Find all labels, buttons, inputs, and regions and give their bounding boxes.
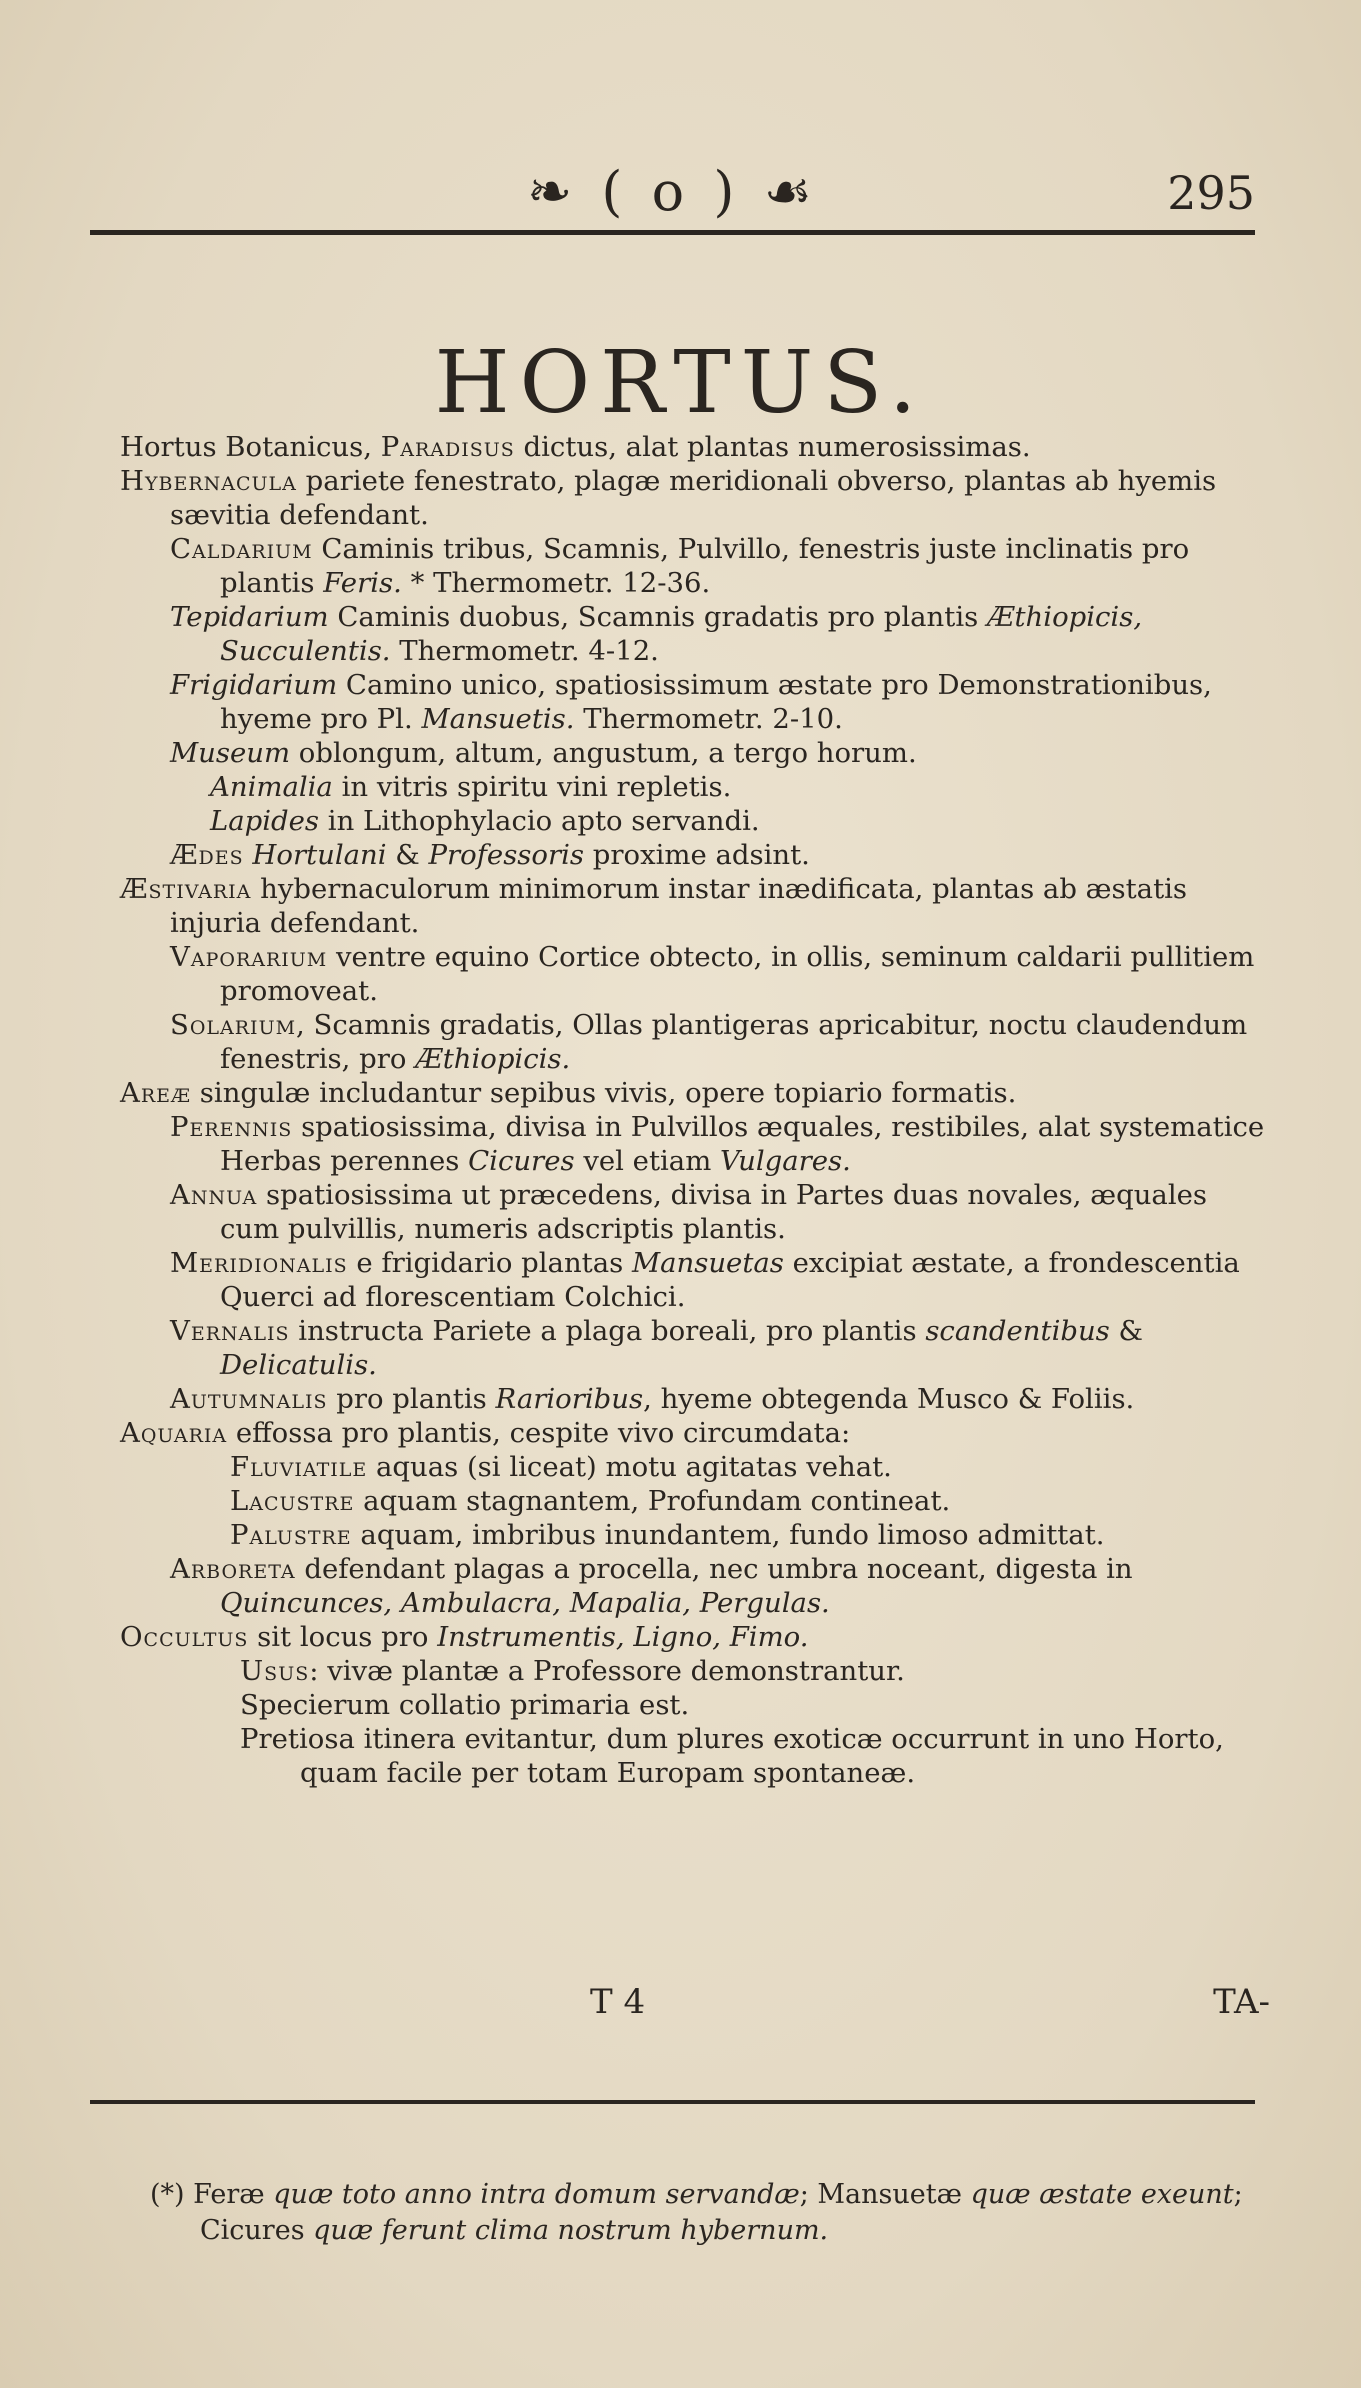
entry-lacustre: Lacustre aquam stagnantem, Profundam contineat. xyxy=(230,1485,951,1517)
entry-annua: Annua spatiosissima ut præcedens, divisa in Partes duas novales, æquales cum pulvillis, numeris adscriptis plantis. xyxy=(170,1179,1208,1245)
entry-hybernacula: Hybernacula pariete fenestrato, plagæ meridionali obverso, plantas ab hyemis sævitia defendant. xyxy=(120,465,1217,531)
body-text xyxy=(120,430,1270,1790)
entry-aedes: Ædes Hortulani & Professoris proxime adsint. xyxy=(170,839,810,871)
entry-aestivaria: Æstivaria hybernaculorum minimorum instar inædificata, plantas ab æstatis injuria defendant. xyxy=(120,873,1188,939)
entry-palustre: Palustre aquam, imbribus inundantem, fundo limoso admittat. xyxy=(230,1519,1105,1551)
footnote-marker: (*) xyxy=(150,2179,185,2210)
entry-perennis: Perennis spatiosissima, divisa in Pulvillos æquales, restibiles, alat systematice Herbas perennes Cicures vel etiam Vulgares. xyxy=(170,1111,1265,1177)
entry-aquaria: Aquaria effossa pro plantis, cespite vivo circumdata: xyxy=(120,1417,851,1449)
entry-museum: Museum oblongum, altum, angustum, a tergo horum. xyxy=(170,737,917,769)
entry-pretiosa: Pretiosa itinera evitantur, dum plures exoticæ occurrunt in uno Horto, quam facile per totam Europam spontaneæ. xyxy=(240,1723,1224,1789)
entry-vernalis: Vernalis instructa Pariete a plaga boreali, pro plantis scandentibus & Delicatulis. xyxy=(170,1315,1144,1381)
page-number: 295 xyxy=(1167,166,1255,220)
signature-line xyxy=(120,1982,1270,2026)
entry-fluviatile: Fluviatile aquas (si liceat) motu agitatas vehat. xyxy=(230,1451,892,1483)
catchword: TA- xyxy=(1213,1982,1270,2022)
entry-vaporarium: Vaporarium ventre equino Cortice obtecto, in ollis, seminum caldarii pullitiem promoveat. xyxy=(170,941,1255,1007)
entry-arboreta: Arboreta defendant plagas a procella, nec umbra noceant, digesta in Quincunces, Ambulacra, Mapalia, Pergulas. xyxy=(170,1553,1133,1619)
entry-meridionalis: Meridionalis e frigidario plantas Mansuetas excipiat æstate, a frondescentia Querci ad florescentiam Colchici. xyxy=(170,1247,1240,1313)
footnote-rule xyxy=(90,2100,1255,2104)
entry-occultus: Occultus sit locus pro Instrumentis, Ligno, Fimo. xyxy=(120,1621,809,1653)
header-rule xyxy=(90,230,1255,235)
entry-areae: Areæ singulæ includantur sepibus vivis, opere topiario formatis. xyxy=(120,1077,1017,1109)
running-header xyxy=(90,160,1255,230)
entry-specierum: Specierum collatio primaria est. xyxy=(240,1689,690,1721)
entry-hortus: Hortus Botanicus, Paradisus dictus, alat plantas numerosissimas. xyxy=(120,431,1031,463)
entry-frigidarium: Frigidarium Camino unico, spatiosissimum æstate pro Demonstrationibus, hyeme pro Pl. Mansuetis. Thermometr. 2-10. xyxy=(170,669,1212,735)
entry-caldarium: Caldarium Caminis tribus, Scamnis, Pulvillo, fenestris juste inclinatis pro plantis Feris. * Thermometr. 12-36. xyxy=(170,533,1190,599)
signature-mark: T 4 xyxy=(590,1982,646,2022)
entry-animalia: Animalia in vitris spiritu vini repletis. xyxy=(210,771,732,803)
entry-solarium: Solarium, Scamnis gradatis, Ollas plantigeras apricabitur, noctu claudendum fenestris, pro Æthiopicis. xyxy=(170,1009,1248,1075)
page-title: HORTUS. xyxy=(434,332,927,433)
header-ornament: ❧ ( o ) ☙ xyxy=(527,160,818,223)
entry-autumnalis: Autumnalis pro plantis Rarioribus, hyeme obtegenda Musco & Foliis. xyxy=(170,1383,1135,1415)
entry-usus: Usus: vivæ plantæ a Professore demonstrantur. xyxy=(240,1655,905,1687)
entry-tepidarium: Tepidarium Caminis duobus, Scamnis gradatis pro plantis Æthiopicis, Succulentis. Thermometr. 4-12. xyxy=(170,601,1143,667)
footnote: (*) Feræ quæ toto anno intra domum servandæ; Mansuetæ quæ æstate exeunt; Cicures quæ ferunt clima nostrum hybernum. xyxy=(150,2179,1243,2246)
entry-lapides: Lapides in Lithophylacio apto servandi. xyxy=(210,805,760,837)
